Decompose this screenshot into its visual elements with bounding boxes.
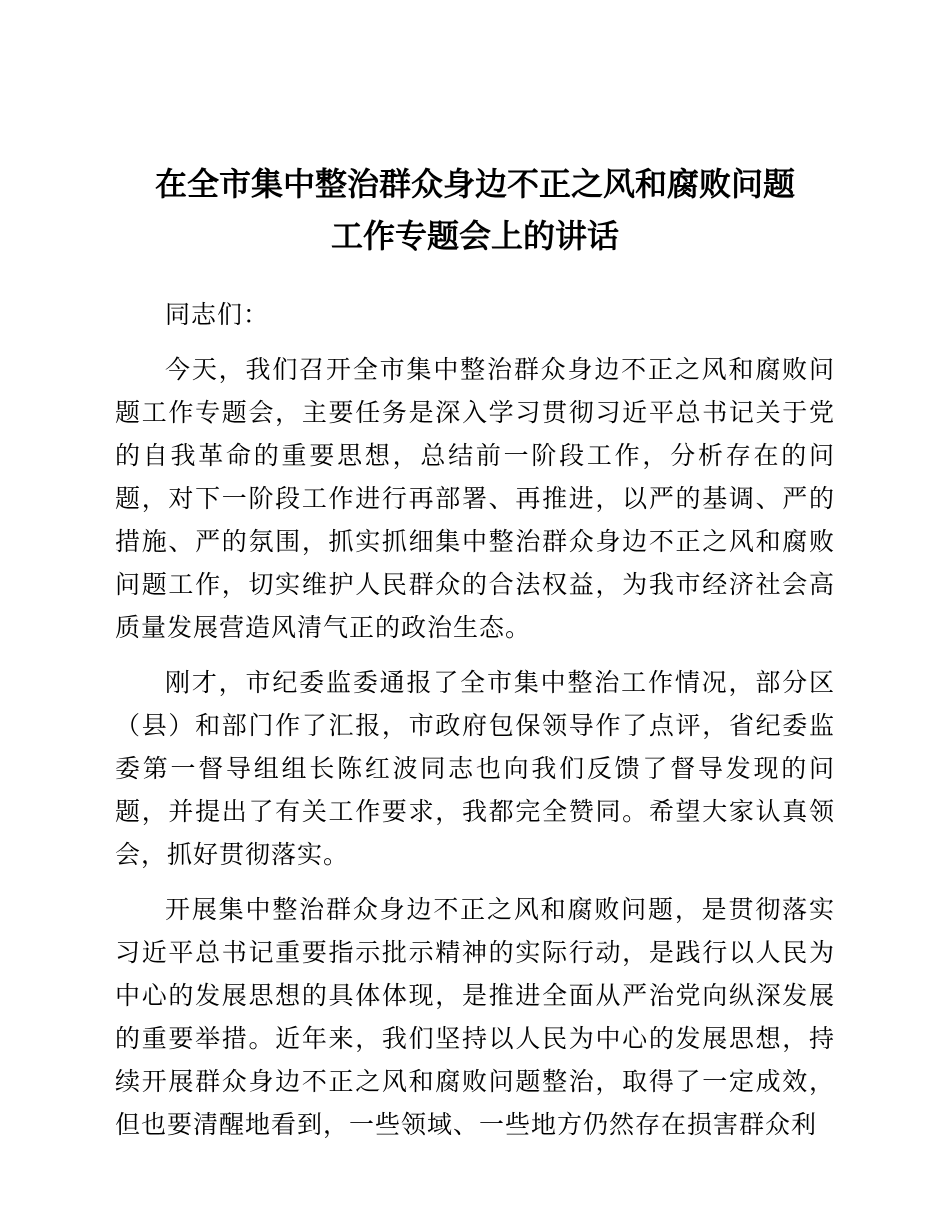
paragraph: 开展集中整治群众身边不正之风和腐败问题，是贯彻落实习近平总书记重要指示批示精神的实际行动，是践行以人民为中心的发展思想的具体体现，是推进全面从严治党向纵深发展的重要举措。近年来，我们坚持以人民为中心的发展思想，持续开展群众身边不正之风和腐败问题整治，取得了一定成效，但也要清醒地看到，一些领域、一些地方仍然存在损害群众利 <box>115 897 835 1139</box>
document-body <box>115 294 835 1147</box>
document-title-line-1: 在全市集中整治群众身边不正之风和腐败问题 <box>154 166 795 202</box>
paragraph: 今天，我们召开全市集中整治群众身边不正之风和腐败问题工作专题会，主要任务是深入学习贯彻习近平总书记关于党的自我革命的重要思想，总结前一阶段工作，分析存在的问题，对下一阶段工作进行再部署、再推进，以严的基调、严的措施、严的氛围，抓实抓细集中整治群众身边不正之风和腐败问题工作，切实维护人民群众的合法权益，为我市经济社会高质量发展营造风清气正的政治生态。 <box>115 357 835 642</box>
paragraph: 刚才，市纪委监委通报了全市集中整治工作情况，部分区（县）和部门作了汇报，市政府包保领导作了点评，省纪委监委第一督导组组长陈红波同志也向我们反馈了督导发现的问题，并提出了有关工作要求，我都完全赞同。希望大家认真领会，抓好贯彻落实。 <box>115 670 835 869</box>
document-title <box>115 158 835 262</box>
document-title-line-2: 工作专题会上的讲话 <box>330 218 619 254</box>
paragraph-salutation: 同志们： <box>165 302 270 329</box>
